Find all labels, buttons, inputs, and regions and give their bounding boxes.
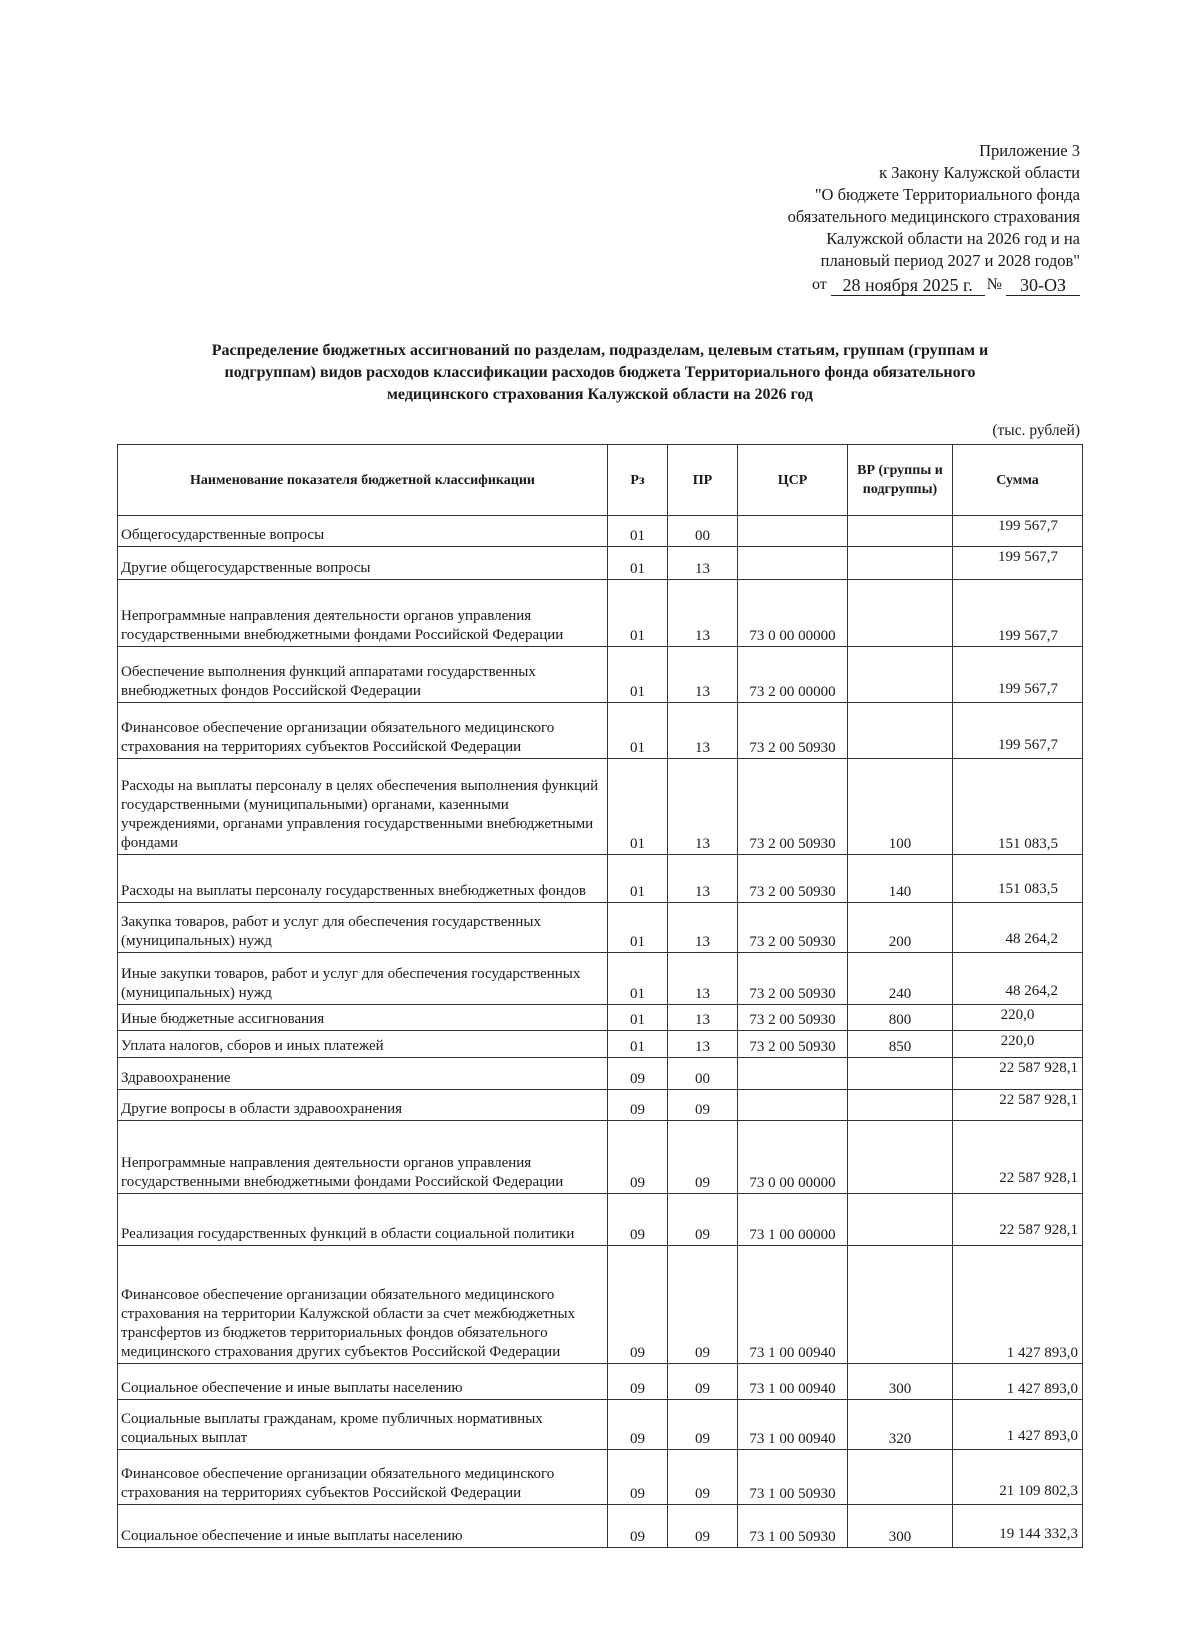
cell-vr bbox=[848, 516, 953, 547]
cell-vr: 140 bbox=[848, 855, 953, 903]
cell-pr: 09 bbox=[668, 1505, 738, 1548]
cell-pr: 13 bbox=[668, 1031, 738, 1058]
cell-sum: 22 587 928,1 bbox=[953, 1090, 1083, 1121]
cell-name: Социальное обеспечение и иные выплаты населению bbox=[118, 1364, 608, 1400]
cell-sum: 1 427 893,0 bbox=[953, 1246, 1083, 1364]
table-row bbox=[118, 547, 1083, 580]
appendix-line: обязательного медицинского страхования bbox=[787, 207, 1080, 226]
cell-sum: 220,0 bbox=[953, 1031, 1083, 1058]
units-label: (тыс. рублей) bbox=[992, 422, 1080, 439]
table-row bbox=[118, 953, 1083, 1005]
cell-pr: 13 bbox=[668, 547, 738, 580]
cell-name: Уплата налогов, сборов и иных платежей bbox=[118, 1031, 608, 1058]
cell-name: Финансовое обеспечение организации обязательного медицинского страхования на территориях субъектов Российской Федерации bbox=[118, 1450, 608, 1505]
cell-rz: 01 bbox=[608, 580, 668, 647]
cell-pr: 00 bbox=[668, 1058, 738, 1090]
cell-pr: 09 bbox=[668, 1364, 738, 1400]
table-row bbox=[118, 1090, 1083, 1121]
cell-sum: 1 427 893,0 bbox=[953, 1364, 1083, 1400]
cell-vr: 800 bbox=[848, 1005, 953, 1031]
cell-sum: 199 567,7 bbox=[953, 703, 1083, 759]
cell-rz: 09 bbox=[608, 1400, 668, 1450]
law-date: 28 ноября 2025 г. bbox=[831, 275, 985, 296]
appendix-line: "О бюджете Территориального фонда bbox=[814, 185, 1080, 204]
table-row bbox=[118, 647, 1083, 703]
table-row bbox=[118, 1364, 1083, 1400]
title-line: медицинского страхования Калужской области на 2026 год bbox=[387, 386, 813, 403]
cell-vr bbox=[848, 1121, 953, 1194]
header-name: Наименование показателя бюджетной классификации bbox=[118, 445, 608, 516]
cell-csr: 73 2 00 50930 bbox=[738, 953, 848, 1005]
appendix-line: Приложение 3 bbox=[979, 141, 1080, 160]
cell-csr: 73 0 00 00000 bbox=[738, 580, 848, 647]
cell-pr: 13 bbox=[668, 647, 738, 703]
cell-name: Обеспечение выполнения функций аппаратами государственных внебюджетных фондов Российской Федерации bbox=[118, 647, 608, 703]
cell-csr: 73 0 00 00000 bbox=[738, 1121, 848, 1194]
cell-csr bbox=[738, 547, 848, 580]
cell-name: Другие общегосударственные вопросы bbox=[118, 547, 608, 580]
cell-pr: 09 bbox=[668, 1450, 738, 1505]
cell-sum: 199 567,7 bbox=[953, 516, 1083, 547]
cell-rz: 01 bbox=[608, 1031, 668, 1058]
cell-sum: 199 567,7 bbox=[953, 580, 1083, 647]
cell-rz: 01 bbox=[608, 647, 668, 703]
table-row bbox=[118, 1031, 1083, 1058]
law-date-number bbox=[660, 274, 1080, 296]
cell-vr bbox=[848, 1090, 953, 1121]
table-row bbox=[118, 855, 1083, 903]
cell-name: Иные бюджетные ассигнования bbox=[118, 1005, 608, 1031]
document-title bbox=[130, 340, 1070, 406]
cell-sum: 151 083,5 bbox=[953, 759, 1083, 855]
table-row bbox=[118, 1505, 1083, 1548]
title-line: подгруппам) видов расходов классификации расходов бюджета Территориального фонда обязательного bbox=[224, 364, 976, 381]
cell-vr bbox=[848, 547, 953, 580]
cell-name: Непрограммные направления деятельности органов управления государственными внебюджетными фондами Российской Федерации bbox=[118, 580, 608, 647]
cell-name: Социальные выплаты гражданам, кроме публичных нормативных социальных выплат bbox=[118, 1400, 608, 1450]
table-row bbox=[118, 1450, 1083, 1505]
cell-rz: 01 bbox=[608, 1005, 668, 1031]
cell-pr: 13 bbox=[668, 580, 738, 647]
cell-sum: 151 083,5 bbox=[953, 855, 1083, 903]
cell-pr: 13 bbox=[668, 1005, 738, 1031]
table-row bbox=[118, 759, 1083, 855]
cell-pr: 00 bbox=[668, 516, 738, 547]
cell-name: Финансовое обеспечение организации обязательного медицинского страхования на территориях субъектов Российской Федерации bbox=[118, 703, 608, 759]
cell-rz: 09 bbox=[608, 1194, 668, 1246]
cell-name: Реализация государственных функций в области социальной политики bbox=[118, 1194, 608, 1246]
cell-rz: 01 bbox=[608, 516, 668, 547]
cell-sum: 48 264,2 bbox=[953, 953, 1083, 1005]
cell-vr: 300 bbox=[848, 1364, 953, 1400]
table-row bbox=[118, 1058, 1083, 1090]
table-header-row bbox=[118, 445, 1083, 516]
cell-vr: 100 bbox=[848, 759, 953, 855]
cell-rz: 09 bbox=[608, 1121, 668, 1194]
cell-csr: 73 2 00 00000 bbox=[738, 647, 848, 703]
cell-vr bbox=[848, 1450, 953, 1505]
cell-vr bbox=[848, 703, 953, 759]
appendix-line: плановый период 2027 и 2028 годов" bbox=[820, 251, 1080, 270]
cell-pr: 09 bbox=[668, 1194, 738, 1246]
cell-rz: 09 bbox=[608, 1364, 668, 1400]
cell-name: Иные закупки товаров, работ и услуг для обеспечения государственных (муниципальных) нужд bbox=[118, 953, 608, 1005]
cell-csr: 73 2 00 50930 bbox=[738, 703, 848, 759]
cell-name: Общегосударственные вопросы bbox=[118, 516, 608, 547]
cell-csr: 73 1 00 50930 bbox=[738, 1450, 848, 1505]
cell-pr: 13 bbox=[668, 903, 738, 953]
number-label: № bbox=[986, 276, 1002, 293]
title-line: Распределение бюджетных ассигнований по разделам, подразделам, целевым статьям, группам (группам и bbox=[211, 342, 989, 359]
cell-csr: 73 2 00 50930 bbox=[738, 855, 848, 903]
cell-rz: 09 bbox=[608, 1246, 668, 1364]
appendix-header bbox=[660, 140, 1080, 296]
cell-name: Финансовое обеспечение организации обязательного медицинского страхования на территории Калужской области за счет межбюджетных трансфертов из бюджетов территориальных фондов обязательного медицинского страхования других субъектов Российской Федерации bbox=[118, 1246, 608, 1364]
cell-sum: 199 567,7 bbox=[953, 547, 1083, 580]
table-row bbox=[118, 1246, 1083, 1364]
cell-rz: 01 bbox=[608, 953, 668, 1005]
cell-sum: 22 587 928,1 bbox=[953, 1194, 1083, 1246]
cell-pr: 09 bbox=[668, 1090, 738, 1121]
table-row bbox=[118, 1121, 1083, 1194]
cell-sum: 22 587 928,1 bbox=[953, 1058, 1083, 1090]
cell-vr: 320 bbox=[848, 1400, 953, 1450]
cell-vr bbox=[848, 1058, 953, 1090]
cell-pr: 09 bbox=[668, 1400, 738, 1450]
cell-name: Социальное обеспечение и иные выплаты населению bbox=[118, 1505, 608, 1548]
cell-name: Здравоохранение bbox=[118, 1058, 608, 1090]
appendix-line: Калужской области на 2026 год и на bbox=[826, 229, 1080, 248]
cell-pr: 09 bbox=[668, 1121, 738, 1194]
cell-vr: 200 bbox=[848, 903, 953, 953]
cell-vr bbox=[848, 647, 953, 703]
table-row bbox=[118, 1005, 1083, 1031]
cell-vr: 240 bbox=[848, 953, 953, 1005]
cell-rz: 01 bbox=[608, 547, 668, 580]
cell-csr bbox=[738, 1090, 848, 1121]
header-pr: ПР bbox=[668, 445, 738, 516]
cell-rz: 09 bbox=[608, 1090, 668, 1121]
header-csr: ЦСР bbox=[738, 445, 848, 516]
cell-name: Расходы на выплаты персоналу в целях обеспечения выполнения функций государственными (муниципальными) органами, казенными учреждениями, органами управления государственными внебюджетными фондами bbox=[118, 759, 608, 855]
table-row bbox=[118, 1194, 1083, 1246]
cell-csr: 73 2 00 50930 bbox=[738, 903, 848, 953]
cell-sum: 21 109 802,3 bbox=[953, 1450, 1083, 1505]
cell-csr bbox=[738, 516, 848, 547]
cell-vr: 850 bbox=[848, 1031, 953, 1058]
cell-rz: 09 bbox=[608, 1058, 668, 1090]
cell-pr: 13 bbox=[668, 703, 738, 759]
cell-rz: 01 bbox=[608, 759, 668, 855]
cell-csr: 73 1 00 00940 bbox=[738, 1400, 848, 1450]
cell-sum: 48 264,2 bbox=[953, 903, 1083, 953]
table-row bbox=[118, 703, 1083, 759]
budget-table bbox=[117, 444, 1083, 1548]
law-number: 30-ОЗ bbox=[1006, 275, 1080, 296]
table-row bbox=[118, 1400, 1083, 1450]
cell-csr bbox=[738, 1058, 848, 1090]
header-sum: Сумма bbox=[953, 445, 1083, 516]
table-row bbox=[118, 903, 1083, 953]
cell-csr: 73 1 00 00000 bbox=[738, 1194, 848, 1246]
cell-name: Расходы на выплаты персоналу государственных внебюджетных фондов bbox=[118, 855, 608, 903]
cell-vr: 300 bbox=[848, 1505, 953, 1548]
cell-csr: 73 1 00 00940 bbox=[738, 1246, 848, 1364]
cell-pr: 13 bbox=[668, 953, 738, 1005]
table-row bbox=[118, 580, 1083, 647]
cell-rz: 01 bbox=[608, 855, 668, 903]
cell-csr: 73 2 00 50930 bbox=[738, 1031, 848, 1058]
cell-csr: 73 2 00 50930 bbox=[738, 759, 848, 855]
cell-name: Непрограммные направления деятельности органов управления государственными внебюджетными фондами Российской Федерации bbox=[118, 1121, 608, 1194]
cell-rz: 01 bbox=[608, 903, 668, 953]
cell-sum: 199 567,7 bbox=[953, 647, 1083, 703]
header-vr: ВР (группы и подгруппы) bbox=[848, 445, 953, 516]
cell-csr: 73 1 00 50930 bbox=[738, 1505, 848, 1548]
cell-vr bbox=[848, 1194, 953, 1246]
cell-vr bbox=[848, 580, 953, 647]
from-label: от bbox=[811, 276, 827, 293]
cell-csr: 73 1 00 00940 bbox=[738, 1364, 848, 1400]
cell-pr: 09 bbox=[668, 1246, 738, 1364]
cell-rz: 09 bbox=[608, 1450, 668, 1505]
cell-pr: 13 bbox=[668, 855, 738, 903]
cell-csr: 73 2 00 50930 bbox=[738, 1005, 848, 1031]
cell-sum: 1 427 893,0 bbox=[953, 1400, 1083, 1450]
cell-sum: 22 587 928,1 bbox=[953, 1121, 1083, 1194]
appendix-line: к Закону Калужской области bbox=[879, 163, 1080, 182]
cell-rz: 01 bbox=[608, 703, 668, 759]
cell-name: Другие вопросы в области здравоохранения bbox=[118, 1090, 608, 1121]
table-row bbox=[118, 516, 1083, 547]
cell-sum: 220,0 bbox=[953, 1005, 1083, 1031]
header-rz: Рз bbox=[608, 445, 668, 516]
cell-name: Закупка товаров, работ и услуг для обеспечения государственных (муниципальных) нужд bbox=[118, 903, 608, 953]
cell-pr: 13 bbox=[668, 759, 738, 855]
cell-vr bbox=[848, 1246, 953, 1364]
cell-rz: 09 bbox=[608, 1505, 668, 1548]
cell-sum: 19 144 332,3 bbox=[953, 1505, 1083, 1548]
